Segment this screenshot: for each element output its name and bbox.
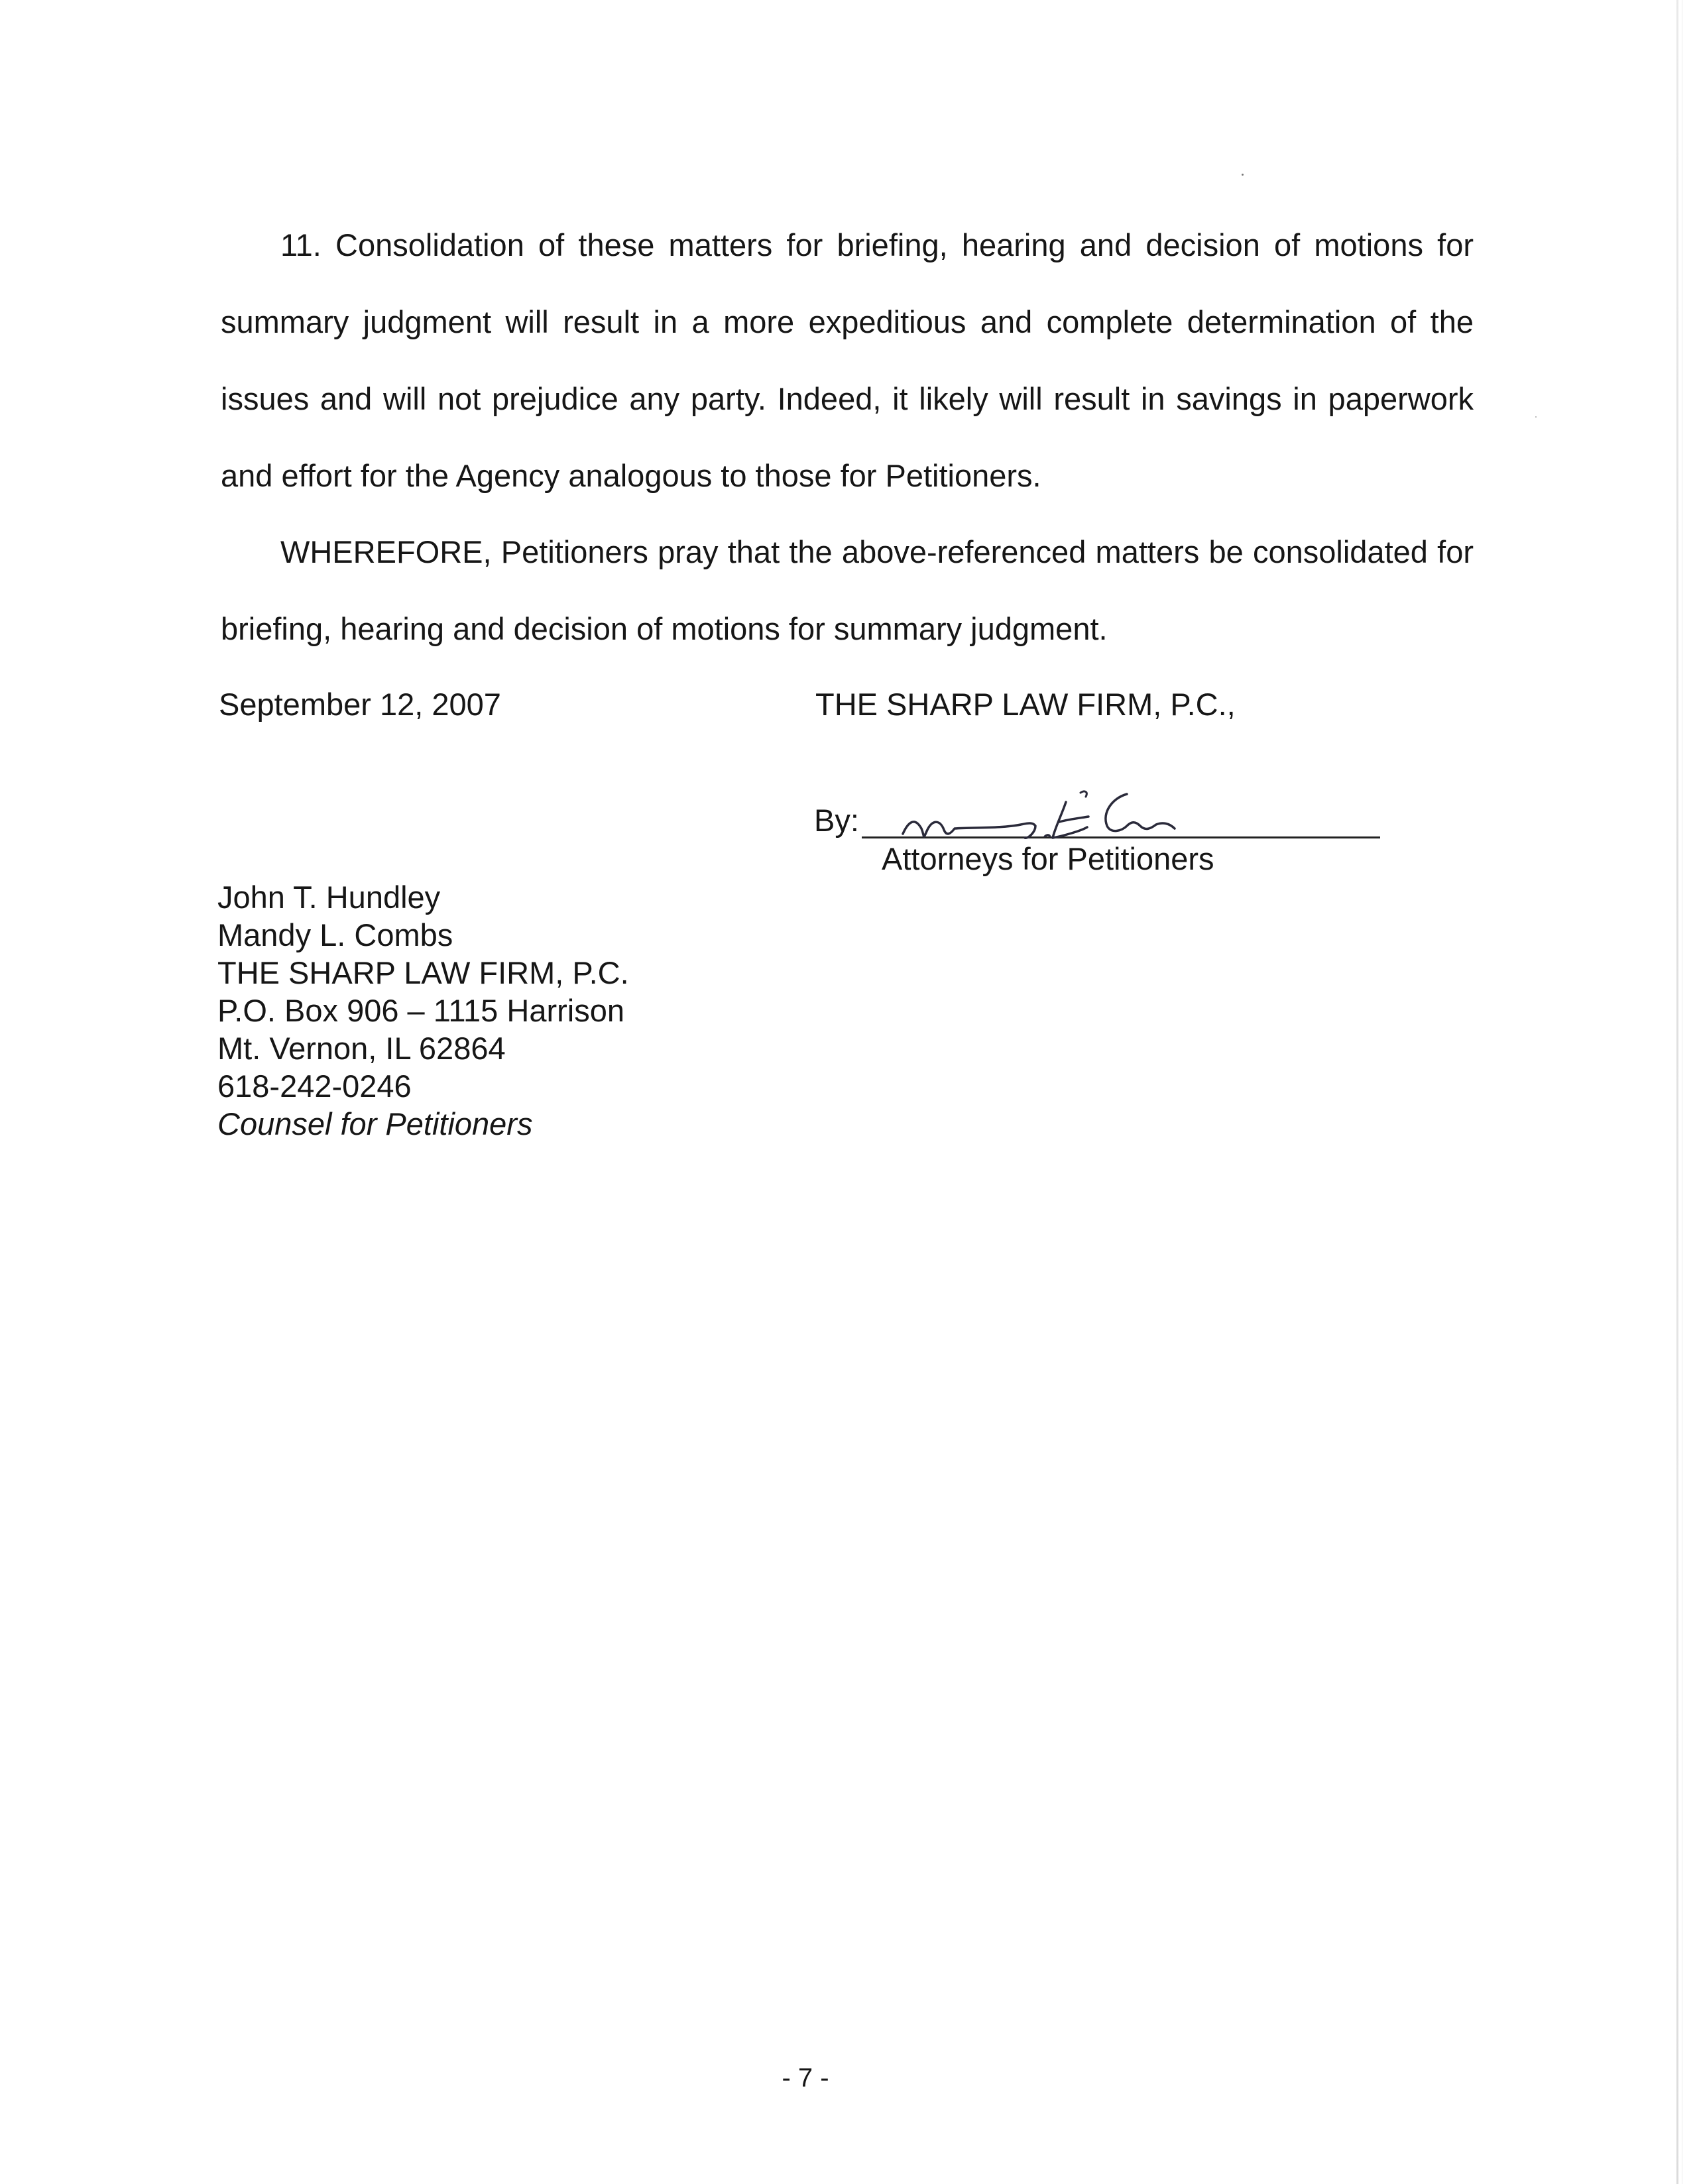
counsel-phone: 618-242-0246 xyxy=(217,1068,412,1104)
counsel-name: John T. Hundley xyxy=(217,880,441,915)
handwritten-signature xyxy=(888,776,1233,848)
counsel-block xyxy=(217,878,629,1143)
wherefore-paragraph: WHEREFORE, Petitioners pray that the above-referenced matters be consolidated for briefing, hearing and decision of motions for summary judgment. xyxy=(221,534,1474,646)
filing-date: September 12, 2007 xyxy=(219,687,501,722)
scan-speck xyxy=(1242,174,1244,176)
by-label: By: xyxy=(814,803,859,838)
signature-caption: Attorneys for Petitioners xyxy=(882,841,1214,876)
scan-speck xyxy=(1535,416,1537,418)
paragraph-11: 11. Consolidation of these matters for briefing, hearing and decision of motions for summary judgment will result in a more expeditious and complete determination of the issues and will not prejudice any party. Indeed, it likely will result in savings in paperwork and effort for the Agency analogous to those for Petitioners. xyxy=(221,227,1474,493)
counsel-name: Mandy L. Combs xyxy=(217,917,453,952)
firm-signature-heading: THE SHARP LAW FIRM, P.C., xyxy=(815,687,1236,722)
counsel-firm: THE SHARP LAW FIRM, P.C. xyxy=(217,955,629,990)
counsel-address: P.O. Box 906 – 1115 Harrison xyxy=(217,993,624,1028)
page-number: - 7 - xyxy=(782,2063,829,2093)
counsel-role: Counsel for Petitioners xyxy=(217,1106,533,1141)
counsel-city: Mt. Vernon, IL 62864 xyxy=(217,1031,506,1066)
scan-edge-shadow xyxy=(1676,0,1678,2184)
